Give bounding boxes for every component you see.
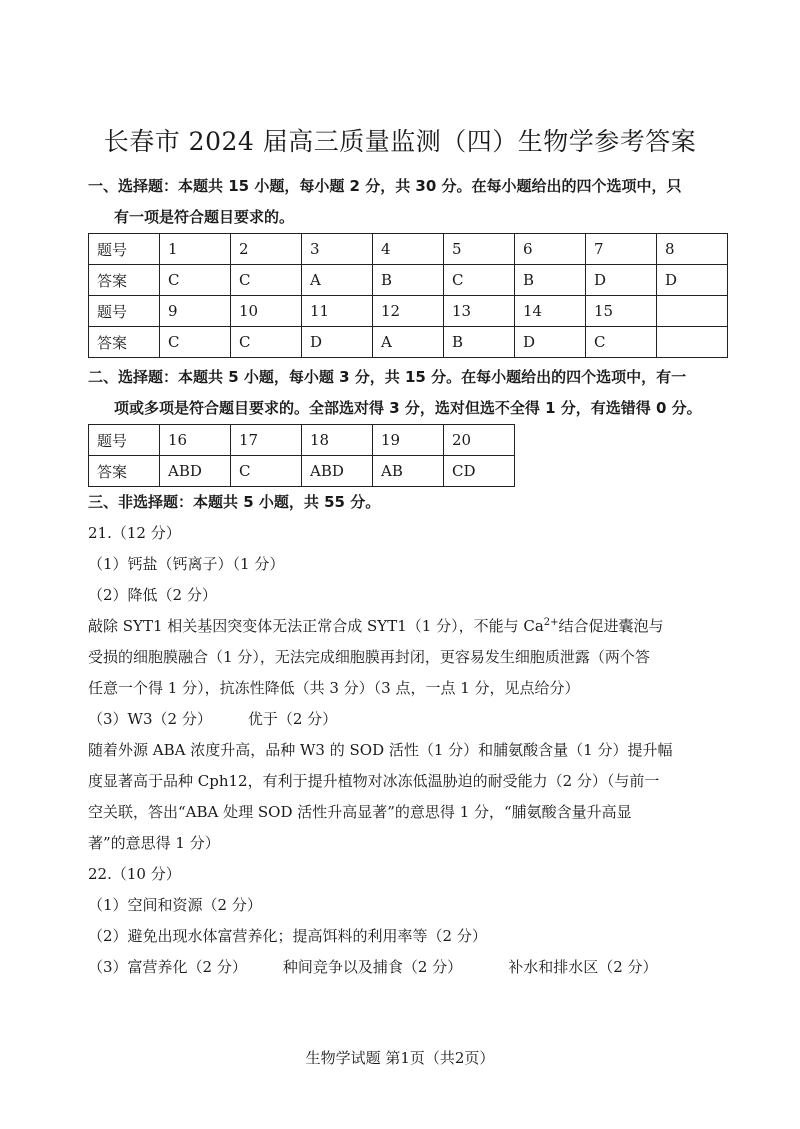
table-cell: A xyxy=(373,327,444,358)
table-cell: AB xyxy=(373,456,444,487)
q22-answer-3b: 种间竞争以及捕食（2 分） xyxy=(282,958,463,976)
q21-answer-3a: （3）W3（2 分） xyxy=(88,710,212,728)
q21-reason-line1: 随着外源 ABA 浓度升高，品种 W3 的 SOD 活性（1 分）和脯氨酸含量（1 分）提升幅 xyxy=(88,741,673,759)
table-cell xyxy=(657,327,728,358)
table-cell: 12 xyxy=(373,296,444,327)
table-cell: D xyxy=(302,327,373,358)
table-row-label: 题号 xyxy=(89,296,160,327)
table-cell: 5 xyxy=(444,234,515,265)
table-row xyxy=(89,425,515,456)
table-row-label: 答案 xyxy=(89,265,160,296)
table-row-label: 答案 xyxy=(89,327,160,358)
table-cell: D xyxy=(657,265,728,296)
table-cell: B xyxy=(515,265,586,296)
table-cell: 19 xyxy=(373,425,444,456)
q21-reason-line4: 著”的意思得 1 分） xyxy=(88,834,220,852)
table-cell: 11 xyxy=(302,296,373,327)
section1-answer-table xyxy=(88,233,728,358)
table-cell: D xyxy=(586,265,657,296)
table-cell: 6 xyxy=(515,234,586,265)
q22-answer-3c: 补水和排水区（2 分） xyxy=(508,958,658,976)
table-cell: 17 xyxy=(231,425,302,456)
table-row-label: 题号 xyxy=(89,425,160,456)
q22-heading: 22.（10 分） xyxy=(88,865,181,883)
table-cell: 7 xyxy=(586,234,657,265)
table-cell: A xyxy=(302,265,373,296)
table-cell: 14 xyxy=(515,296,586,327)
table-cell: B xyxy=(444,327,515,358)
q22-answer-2: （2）避免出现水体富营养化；提高饵料的利用率等（2 分） xyxy=(88,927,487,945)
table-cell: 1 xyxy=(160,234,231,265)
table-cell: C xyxy=(231,327,302,358)
q21-explanation-line2: 受损的细胞膜融合（1 分），无法完成细胞膜再封闭，更容易发生细胞质泄露（两个答 xyxy=(88,648,650,666)
table-cell: C xyxy=(160,265,231,296)
q22-answer-3a: （3）富营养化（2 分） xyxy=(88,958,247,976)
section1-line2: 有一项是符合题目要求的。 xyxy=(114,208,295,226)
table-row xyxy=(89,327,728,358)
table-cell: CD xyxy=(444,456,515,487)
table-cell: 4 xyxy=(373,234,444,265)
table-cell: 18 xyxy=(302,425,373,456)
table-cell: 9 xyxy=(160,296,231,327)
q21-explanation-text-b: 结合促进囊泡与 xyxy=(558,617,664,635)
table-cell: C xyxy=(160,327,231,358)
table-cell: B xyxy=(373,265,444,296)
table-cell: 8 xyxy=(657,234,728,265)
table-cell: C xyxy=(231,456,302,487)
section3-heading: 三、非选择题：本题共 5 小题，共 55 分。 xyxy=(88,493,381,511)
section2-answer-table xyxy=(88,424,515,487)
page-title: 长春市 2024 届高三质量监测（四）生物学参考答案 xyxy=(103,127,697,156)
page-footer: 生物学试题 第1页（共2页） xyxy=(305,1049,495,1067)
q22-answer-1: （1）空间和资源（2 分） xyxy=(88,896,262,914)
table-cell: 20 xyxy=(444,425,515,456)
q21-explanation-line1 xyxy=(88,611,716,642)
calcium-charge: 2+ xyxy=(543,617,559,628)
q21-reason-line2: 度显著高于品种 Cph12，有利于提升植物对冰冻低温胁迫的耐受能力（2 分）（与前一 xyxy=(88,772,660,790)
table-cell: 10 xyxy=(231,296,302,327)
section1-instructions xyxy=(88,171,713,233)
q21-explanation-text-a: 敲除 SYT1 相关基因突变体无法正常合成 SYT1（1 分），不能与 Ca xyxy=(88,617,544,635)
table-cell: 3 xyxy=(302,234,373,265)
table-cell: ABD xyxy=(160,456,231,487)
q22-answer-3 xyxy=(88,952,716,983)
q21-heading: 21.（12 分） xyxy=(88,524,181,542)
table-cell: 2 xyxy=(231,234,302,265)
table-row xyxy=(89,265,728,296)
table-row xyxy=(89,296,728,327)
table-cell: 16 xyxy=(160,425,231,456)
q21-answer-3b: 优于（2 分） xyxy=(247,710,338,728)
table-cell: C xyxy=(231,265,302,296)
table-cell: C xyxy=(444,265,515,296)
table-cell: C xyxy=(586,327,657,358)
q21-explanation-line3: 任意一个得 1 分），抗冻性降低（共 3 分）（3 点，一点 1 分，见点给分） xyxy=(88,679,580,697)
section1-line1: 一、选择题：本题共 15 小题，每小题 2 分，共 30 分。在每小题给出的四个选项中，只 xyxy=(88,177,682,195)
table-cell xyxy=(657,296,728,327)
table-cell: ABD xyxy=(302,456,373,487)
table-row-label: 题号 xyxy=(89,234,160,265)
q21-answer-2: （2）降低（2 分） xyxy=(88,586,217,604)
section2-line2: 项或多项是符合题目要求的。全部选对得 3 分，选对但选不全得 1 分，有选错得 0 分。 xyxy=(114,399,702,417)
table-cell: D xyxy=(515,327,586,358)
section2-line1: 二、选择题：本题共 5 小题，每小题 3 分，共 15 分。在每小题给出的四个选项中，有一 xyxy=(88,368,687,386)
table-row xyxy=(89,456,515,487)
q21-reason-line3: 空关联，答出“ABA 处理 SOD 活性升高显著”的意思得 1 分，“脯氨酸含量升高显 xyxy=(88,803,632,821)
q21-answer-1: （1）钙盐（钙离子）（1 分） xyxy=(88,555,285,573)
table-row xyxy=(89,234,728,265)
section2-instructions xyxy=(88,362,713,424)
q21-answer-3 xyxy=(88,704,716,735)
table-cell: 15 xyxy=(586,296,657,327)
table-cell: 13 xyxy=(444,296,515,327)
table-row-label: 答案 xyxy=(89,456,160,487)
